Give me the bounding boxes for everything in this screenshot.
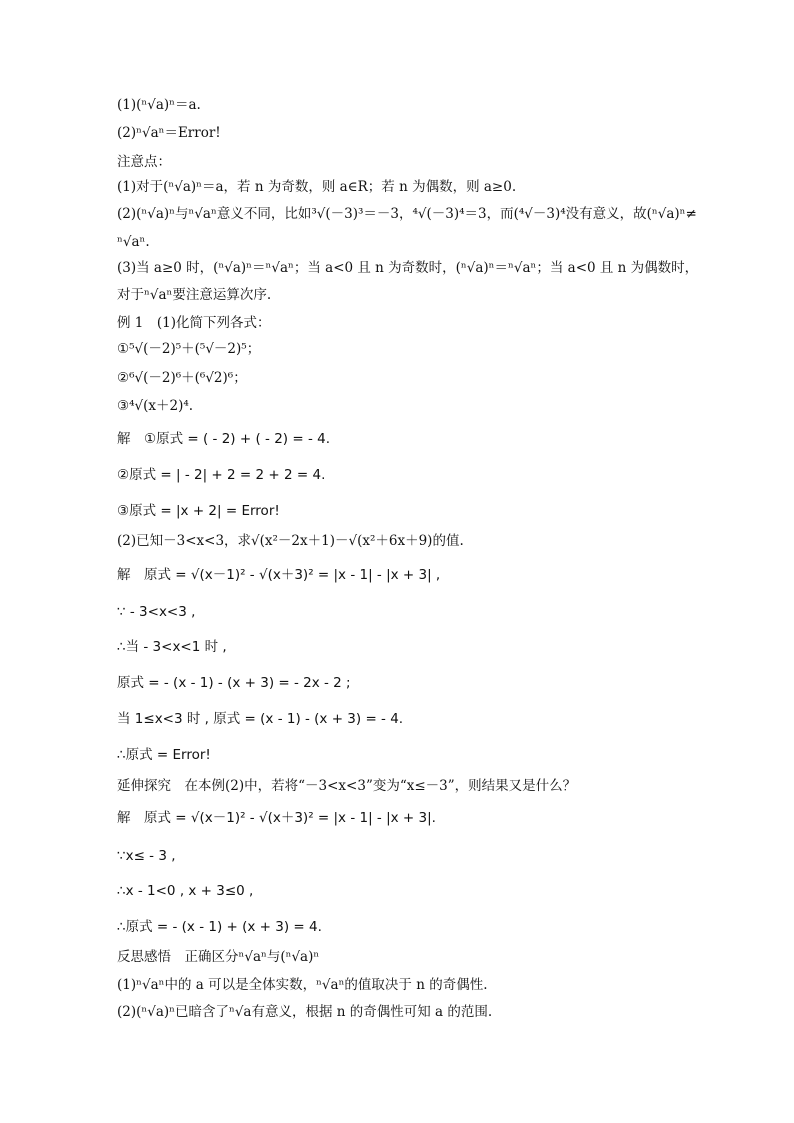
part-2-conclusion: ∴原式 = Error! bbox=[117, 747, 211, 763]
example-1-item-3: ③⁴√(x＋2)⁴. bbox=[117, 398, 194, 414]
extension-heading: 延伸探究 在本例(2)中，若将“－3<x<3”变为“x≤－3”，则结果又是什么？ bbox=[117, 778, 577, 794]
extension-result: ∴原式 = - (x - 1) + (x + 3) = 4. bbox=[117, 919, 322, 935]
example-1-part-2: (2)已知－3<x<3，求√(x²－2x＋1)－√(x²＋6x＋9)的值. bbox=[117, 533, 464, 549]
rule-2-line: (2)ⁿ√aⁿ＝Error! bbox=[117, 125, 221, 141]
solution-2-line: ②原式 = | - 2| + 2 = 2 + 2 = 4. bbox=[117, 467, 326, 483]
reflection-point-1: (1)ⁿ√aⁿ中的 a 可以是全体实数，ⁿ√aⁿ的值取决于 n 的奇偶性. bbox=[117, 977, 488, 993]
note-1-line: (1)对于(ⁿ√a)ⁿ＝a，若 n 为奇数，则 a∈R；若 n 为偶数，则 a≥0. bbox=[117, 179, 517, 195]
part-2-case-2: 当 1≤x<3 时 , 原式 = (x - 1) - (x + 3) = - 4. bbox=[117, 711, 404, 727]
note-2-continuation: ⁿ√aⁿ. bbox=[117, 234, 150, 250]
part-2-case-1: ∴当 - 3<x<1 时 , bbox=[117, 639, 227, 655]
note-2-line: (2)(ⁿ√a)ⁿ与ⁿ√aⁿ意义不同，比如³√(－3)³＝－3，⁴√(－3)⁴＝3，而(⁴√－3)⁴没有意义，故(ⁿ√a)ⁿ≠ bbox=[117, 206, 697, 222]
part-2-solution-line: 解 原式 = √(x－1)² - √(x＋3)² = |x - 1| - |x + 3| , bbox=[117, 567, 441, 583]
solution-3-line: ③原式 = |x + 2| = Error! bbox=[117, 503, 280, 519]
example-1-item-1: ①⁵√(－2)⁵＋(⁵√－2)⁵； bbox=[117, 341, 261, 357]
notes-heading: 注意点： bbox=[117, 154, 171, 170]
note-3-line: (3)当 a≥0 时，(ⁿ√a)ⁿ＝ⁿ√aⁿ；当 a<0 且 n 为奇数时，(ⁿ√a)ⁿ＝ⁿ√aⁿ；当 a<0 且 n 为偶数时， bbox=[117, 260, 699, 276]
extension-solution: 解 原式 = √(x－1)² - √(x＋3)² = |x - 1| - |x + 3|. bbox=[117, 810, 436, 826]
extension-deduction: ∴x - 1<0 , x + 3≤0 , bbox=[117, 883, 254, 899]
note-3-continuation: 对于ⁿ√aⁿ要注意运算次序. bbox=[117, 287, 272, 303]
rule-1-line: (1)(ⁿ√a)ⁿ＝a. bbox=[117, 97, 201, 113]
extension-condition: ∵x≤ - 3 , bbox=[117, 848, 176, 864]
solution-1-line: 解 ①原式 = ( - 2) + ( - 2) = - 4. bbox=[117, 431, 330, 447]
part-2-case-1-result: 原式 = - (x - 1) - (x + 3) = - 2x - 2 ; bbox=[117, 675, 351, 691]
example-1-item-2: ②⁶√(－2)⁶＋(⁶√2)⁶； bbox=[117, 370, 247, 386]
example-1-heading: 例 1 (1)化简下列各式： bbox=[117, 315, 271, 331]
reflection-heading: 反思感悟 正确区分ⁿ√aⁿ与(ⁿ√a)ⁿ bbox=[117, 949, 320, 965]
part-2-condition: ∵ - 3<x<3 , bbox=[117, 604, 196, 620]
reflection-point-2: (2)(ⁿ√a)ⁿ已暗含了ⁿ√a有意义，根据 n 的奇偶性可知 a 的范围. bbox=[117, 1004, 493, 1020]
